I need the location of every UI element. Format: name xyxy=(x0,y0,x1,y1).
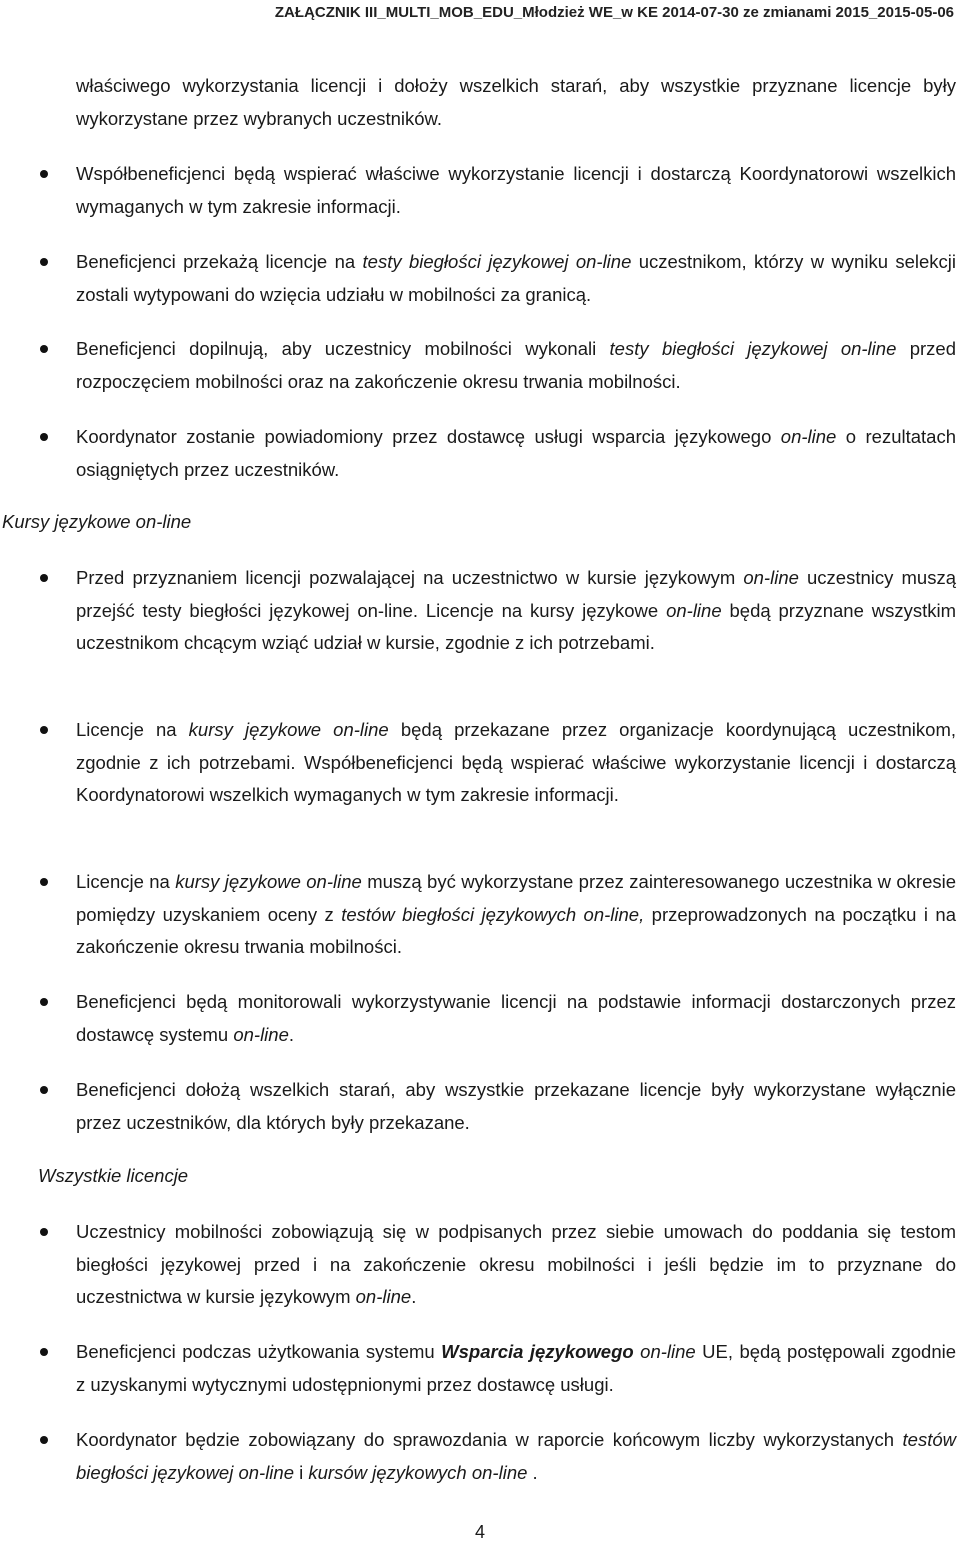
list-item xyxy=(40,1424,956,1489)
list-item-text: Koordynator zostanie powiadomiony przez dostawcę usługi wsparcia językowego on-line o rezultatach osiągniętych przez uczestników. xyxy=(76,426,956,480)
bullet-icon xyxy=(40,433,48,441)
list-item-text: Beneficjenci dopilnują, aby uczestnicy mobilności wykonali testy biegłości językowej on-line przed rozpoczęciem mobilności oraz na zakończenie okresu trwania mobilności. xyxy=(76,338,956,392)
list-item xyxy=(40,1336,956,1401)
list-item xyxy=(40,246,956,311)
list-item xyxy=(40,562,956,660)
bullet-icon xyxy=(40,345,48,353)
list-item xyxy=(40,1216,956,1314)
list-item-text: Współbeneficjenci będą wspierać właściwe wykorzystanie licencji i dostarczą Koordynatorowi wszelkich wymaganych w tym zakresie informacji. xyxy=(76,163,956,217)
list-item-text: Licencje na kursy językowe on-line muszą być wykorzystane przez zainteresowanego uczestnika w okresie pomiędzy uzyskaniem oceny z testów biegłości językowych on-line, przeprowadzonych na początku i na zakończenie okresu trwania mobilności. xyxy=(76,871,957,957)
list-item xyxy=(40,333,956,398)
bullet-icon xyxy=(40,1228,48,1236)
list-item-text: Licencje na kursy językowe on-line będą przekazane przez organizacje koordynującą uczestnikom, zgodnie z ich potrzebami. Współbeneficjenci będą wspierać właściwe wykorzystanie licencji i dostarczą Koordynatorowi wszelkich wymaganych w tym zakresie informacji. xyxy=(76,719,957,805)
list-item-text: Beneficjenci podczas użytkowania systemu Wsparcia językowego on-line UE, będą postępowali zgodnie z uzyskanymi wytycznymi udostępnionymi przez dostawcę usługi. xyxy=(76,1341,957,1395)
list-item-text: Przed przyznaniem licencji pozwalającej na uczestnictwo w kursie językowym on-line uczestnicy muszą przejść testy biegłości językowej on-line. Licencje na kursy językowe on-line będą przyznane wszystkim uczestnikom chcącym wziąć udział w kursie, zgodnie z ich potrzebami. xyxy=(76,567,957,653)
bullet-icon xyxy=(40,998,48,1006)
section-title-courses: Kursy językowe on-line xyxy=(2,511,192,532)
list-item xyxy=(40,986,956,1051)
bullet-icon xyxy=(40,1086,48,1094)
list-item xyxy=(40,866,956,964)
section-title-all-licenses: Wszystkie licencje xyxy=(38,1165,189,1186)
list-item-text: Beneficjenci będą monitorowali wykorzystywanie licencji na podstawie informacji dostarczonych przez dostawcę systemu on-line. xyxy=(76,991,956,1045)
list-item-text: Koordynator będzie zobowiązany do sprawozdania w raporcie końcowym liczby wykorzystanych testów biegłości językowej on-line i kursów językowych on-line . xyxy=(76,1429,956,1483)
continuation-paragraph: właściwego wykorzystania licencji i dołoży wszelkich starań, aby wszystkie przyznane licencje były wykorzystane przez wybranych uczestników. xyxy=(76,75,956,129)
bullet-icon xyxy=(40,1348,48,1356)
bullet-icon xyxy=(40,170,48,178)
list-item-text: Beneficjenci przekażą licencje na testy biegłości językowej on-line uczestnikom, którzy w wyniku selekcji zostali wytypowani do wzięcia udziału w mobilności za granicą. xyxy=(76,251,957,305)
bullet-icon xyxy=(40,258,48,266)
list-item xyxy=(40,714,956,812)
bullet-icon xyxy=(40,1436,48,1444)
list-item-text: Beneficjenci dołożą wszelkich starań, aby wszystkie przekazane licencje były wykorzystane wyłącznie przez uczestników, dla których były przekazane. xyxy=(76,1079,956,1133)
bullet-icon xyxy=(40,726,48,734)
page-number: 4 xyxy=(474,1522,485,1542)
list-item-text: Uczestnicy mobilności zobowiązują się w podpisanych przez siebie umowach do poddania się testom biegłości językowej przed i na zakończenie okresu mobilności i jeśli będzie im to przyznane do uczestnictwa w kursie językowym on-line. xyxy=(76,1221,956,1307)
bullet-icon xyxy=(40,878,48,886)
list-item xyxy=(40,158,956,223)
bullet-icon xyxy=(40,574,48,582)
document-header: ZAŁĄCZNIK III_MULTI_MOB_EDU_Młodzież WE_w KE 2014-07-30 ze zmianami 2015_2015-05-06 xyxy=(274,4,954,21)
list-item xyxy=(40,1074,956,1139)
list-item xyxy=(40,421,956,486)
